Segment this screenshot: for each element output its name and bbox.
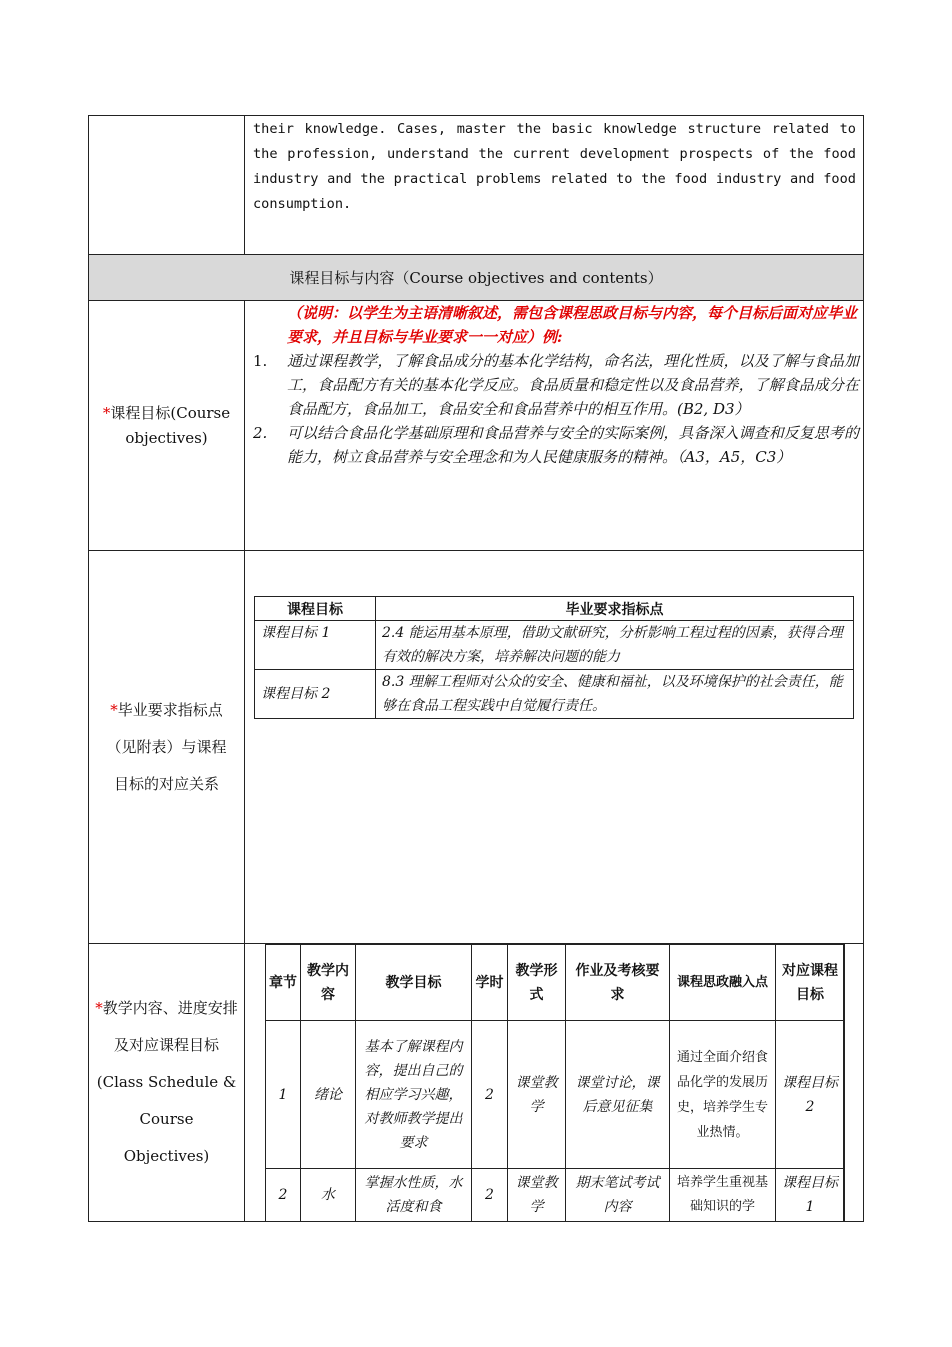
mapping-point-cell: 2.4 能运用基本原理，借助文献研究，分析影响工程过程的因素，获得合理有效的解决方案，培养解决问题的能力 — [376, 621, 854, 670]
schedule-header-row — [266, 945, 845, 1021]
hours-cell: 2 — [472, 1169, 508, 1222]
schedule-label-text: 教学内容、进度安排及对应课程目标(Class Schedule & Course Objectives) — [96, 999, 238, 1165]
form-cell: 课堂教学 — [508, 1169, 566, 1222]
form-cell: 课堂教学 — [508, 1021, 566, 1169]
schedule-row — [266, 1169, 845, 1222]
mapping-row — [255, 621, 854, 670]
outer-top-border — [88, 115, 864, 116]
mapping-label-text: 毕业要求指标点（见附表）与课程目标的对应关系 — [106, 700, 227, 793]
header-hours: 学时 — [472, 945, 508, 1021]
header-goal: 教学目标 — [356, 945, 472, 1021]
content-cell: 绪论 — [301, 1021, 356, 1169]
objective-text: 通过课程教学，了解食品成分的基本化学结构，命名法，理化性质，以及了解与食品加工，食品配方有关的基本化学反应。食品质量和稳定性以及食品营养，了解食品成分在食品配方，食品加工，食品安全和食品营养中的相互作用。(B2, D3） — [287, 352, 859, 418]
objectives-note — [253, 301, 859, 349]
mapping-goal-cell: 课程目标 2 — [255, 670, 376, 719]
ideology-cell: 培养学生重视基础知识的学 — [670, 1169, 776, 1222]
required-mark: * — [110, 700, 118, 719]
course-objectives-content — [253, 301, 859, 469]
mapping-point-cell: 8.3 理解工程师对公众的安全、健康和福祉，以及环境保护的社会责任，能够在食品工程实践中自觉履行责任。 — [376, 670, 854, 719]
assessment-cell: 期末笔试考试内容 — [566, 1169, 670, 1222]
schedule-row — [266, 1021, 845, 1169]
schedule-label — [89, 944, 244, 1221]
chapter-cell: 1 — [266, 1021, 301, 1169]
outer-right-border — [863, 115, 864, 1222]
header-form: 教学形式 — [508, 945, 566, 1021]
goal-cell: 掌握水性质，水活度和食 — [356, 1169, 472, 1222]
chapter-cell: 2 — [266, 1169, 301, 1222]
mapping-label — [89, 551, 244, 943]
hours-cell: 2 — [472, 1021, 508, 1169]
ideology-cell: 通过全面介绍食品化学的发展历史，培养学生专业热情。 — [670, 1021, 776, 1169]
assessment-cell: 课堂讨论，课后意见征集 — [566, 1021, 670, 1169]
objective-text: 可以结合食品化学基础原理和食品营养与安全的实际案例，具备深入调查和反复思考的能力，树立食品营养与安全理念和为人民健康服务的精神。（A3，A5，C3） — [287, 424, 859, 466]
header-content: 教学内容 — [301, 945, 356, 1021]
required-mark: * — [95, 999, 103, 1017]
header-assessment: 作业及考核要求 — [566, 945, 670, 1021]
objective-number: 2. — [253, 424, 268, 442]
target-cell: 课程目标 2 — [776, 1021, 845, 1169]
intro-paragraph — [253, 117, 856, 217]
mapping-goal-cell: 课程目标 1 — [255, 621, 376, 670]
header-chapter: 章节 — [266, 945, 301, 1021]
mapping-row — [255, 670, 854, 719]
intro-text: their knowledge. Cases, master the basic knowledge structure related to the profession, understand the current development prospects of the food industry and the practical problems related to the food industry and food consumption. — [253, 121, 856, 212]
objectives-note-text: （说明：以学生为主语清晰叙述，需包含课程思政目标与内容，每个目标后面对应毕业要求，并且目标与毕业要求一一对应）例: — [287, 304, 858, 346]
course-objectives-label-text: 课程目标(Course objectives) — [110, 403, 231, 447]
column-divider-2 — [244, 300, 245, 1222]
objective-item — [253, 421, 859, 469]
mapping-table — [254, 596, 854, 719]
mapping-header-point: 毕业要求指标点 — [376, 597, 854, 621]
mapping-header-goal: 课程目标 — [255, 597, 376, 621]
required-mark: * — [102, 403, 111, 422]
objective-item — [253, 349, 859, 421]
header-ideology: 课程思政融入点 — [670, 945, 776, 1021]
section-header-title: 课程目标与内容（Course objectives and contents） — [289, 269, 663, 287]
table-clip-mask — [245, 1222, 865, 1347]
header-target: 对应课程目标 — [776, 945, 845, 1021]
column-divider-1 — [244, 115, 245, 254]
goal-cell: 基本了解课程内容，提出自己的相应学习兴趣，对教师教学提出要求 — [356, 1021, 472, 1169]
schedule-table — [265, 944, 845, 1222]
mapping-header-row — [255, 597, 854, 621]
content-cell: 水 — [301, 1169, 356, 1222]
target-cell: 课程目标 1 — [776, 1169, 845, 1222]
course-objectives-label — [89, 301, 244, 550]
objective-number: 1. — [253, 352, 268, 370]
section-header — [89, 255, 863, 300]
